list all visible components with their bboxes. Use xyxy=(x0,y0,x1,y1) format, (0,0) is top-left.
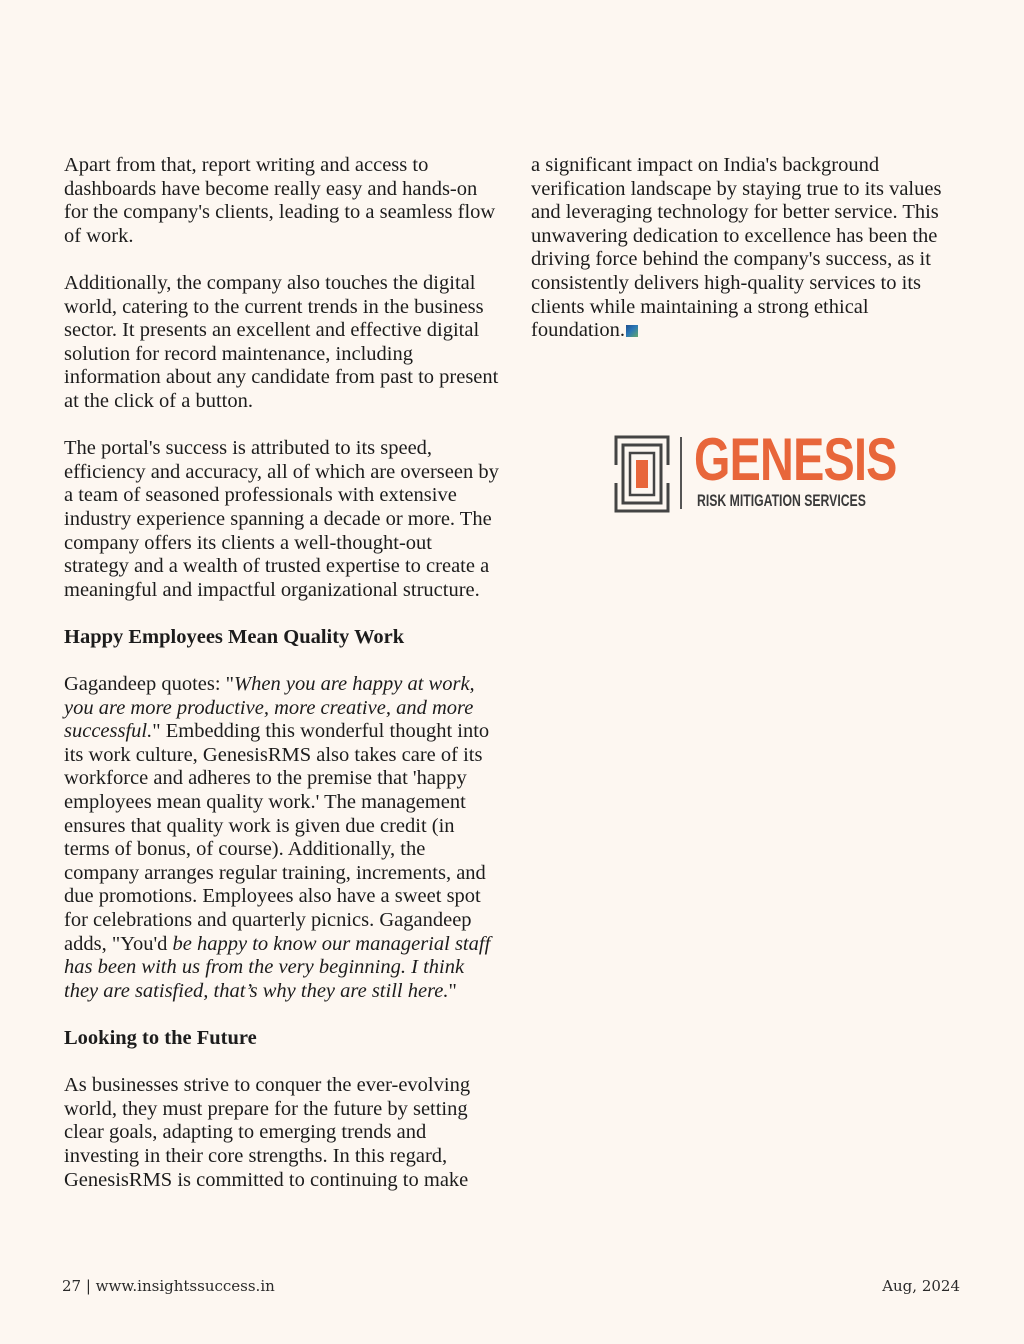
paragraph-text: a significant impact on India's background verification landscape by staying true to its values and leveraging technology for better service. This unwavering dedication to excellence has been the driving force behind the company's success, as it consistently delivers high-quality services to its clients while maintaining a strong ethical foundation. xyxy=(531,154,942,342)
paragraph: Additionally, the company also touches the digital world, catering to the current trends in the business sector. It presents an excellent and effective digital solution for record maintenance, including information about any candidate from past to present at the click of a button. xyxy=(64,271,499,412)
paragraph-quote xyxy=(64,673,500,1003)
end-mark-icon xyxy=(626,325,638,337)
paragraph: As businesses strive to conquer the ever-evolving world, they must prepare for the future by setting clear goals, adapting to emerging trends and investing in their core strengths. In this regard, GenesisRMS is committed to continuing to make xyxy=(64,1074,471,1191)
right-column xyxy=(531,154,961,366)
section-heading: Happy Employees Mean Quality Work xyxy=(64,625,405,648)
paragraph: The portal's success is attributed to its speed, efficiency and accuracy, all of which are overseen by a team of seasoned professionals with extensive industry experience spanning a decade or more. The company offers its clients a well-thought-out strategy and a wealth of trusted expertise to create a meaningful and impactful organizational structure. xyxy=(64,437,499,601)
logo-wordmark: GENESIS xyxy=(694,426,897,493)
logo-tagline: RISK MITIGATION SERVICES xyxy=(697,491,866,510)
paragraph-text: Gagandeep quotes: " xyxy=(64,673,235,696)
logo-divider xyxy=(680,437,682,509)
section-heading: Looking to the Future xyxy=(64,1026,257,1049)
footer-page-info: 27 | www.insightssuccess.in xyxy=(62,1277,275,1295)
paragraph-text: " Embedding this wonderful thought into its work culture, GenesisRMS also takes care of its workforce and adheres to the premise that 'happy employees mean quality work.' The management ensures that quality work is given due credit (in terms of bonus, of course). Additionally, the company arranges regular training, increments, and due promotions. Employees also have a sweet spot for celebrations and quarterly picnics. Gagandeep adds, "You'd xyxy=(64,720,490,955)
genesis-mark-icon xyxy=(614,435,670,513)
quote-italic: be happy to know our managerial staff has been with us from the very beginning. I think they are satisfied, that’s why they are still here. xyxy=(64,932,491,1002)
left-column xyxy=(64,154,500,1216)
paragraph-end xyxy=(531,154,961,343)
quote-italic: When you are happy at work, you are more productive, more creative, and more successful. xyxy=(64,673,475,743)
footer-date: Aug, 2024 xyxy=(882,1277,960,1295)
paragraph-text: " xyxy=(448,979,457,1002)
paragraph: Apart from that, report writing and access to dashboards have become really easy and hands-on for the company's clients, leading to a seamless flow of work. xyxy=(64,154,496,247)
